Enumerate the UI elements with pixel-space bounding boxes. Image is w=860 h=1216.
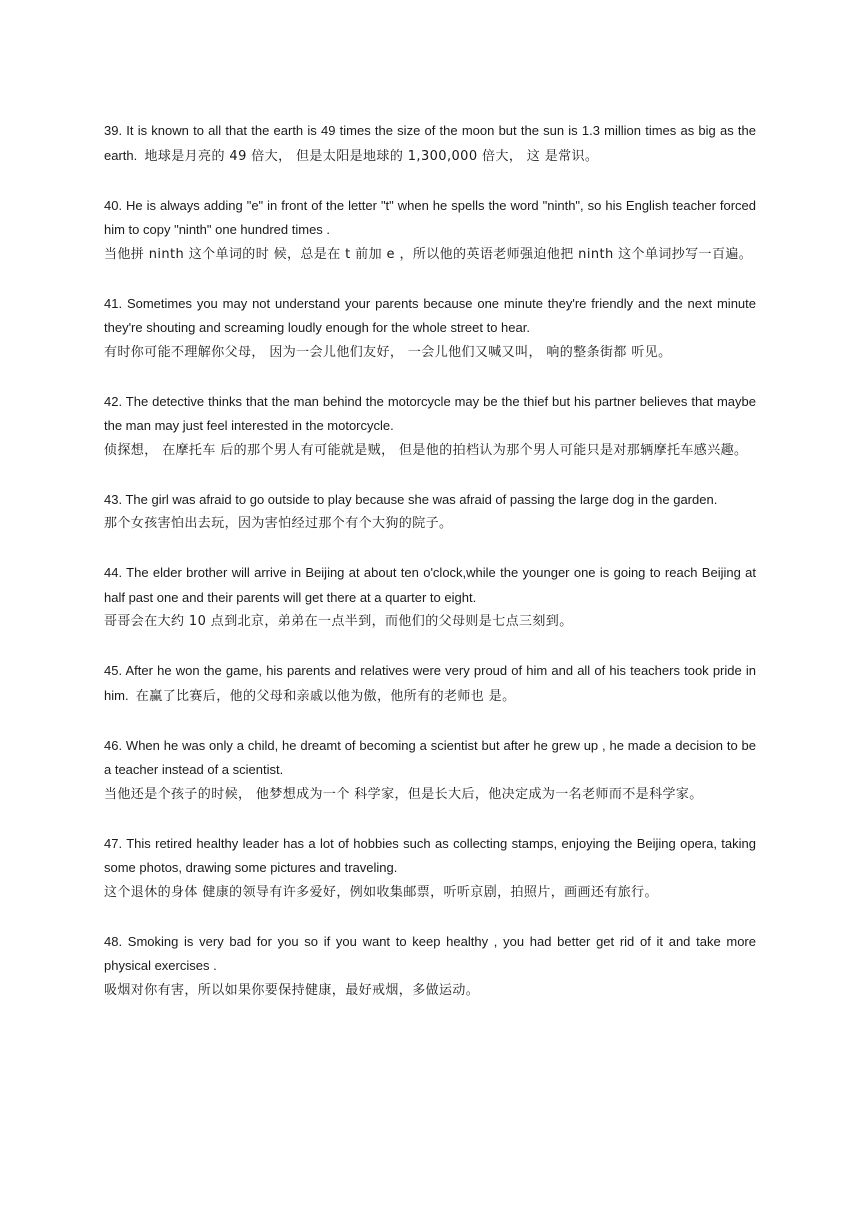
document-body	[104, 119, 756, 1028]
exercise-item-43	[104, 488, 756, 537]
exercise-item-40	[104, 194, 756, 268]
exercise-item-41	[104, 292, 756, 366]
english-text: 47. This retired healthy leader has a lot of hobbies such as collecting stamps, enjoying the Beijing opera, taking some photos, drawing some pictures and traveling.	[104, 835, 756, 875]
exercise-item-42	[104, 390, 756, 464]
exercise-item-48	[104, 930, 756, 1004]
chinese-translation: 那个女孩害怕出去玩，因为害怕经过那个有个大狗的院子。	[104, 516, 453, 531]
english-text: 40. He is always adding "e" in front of the letter "t" when he spells the word "ninth", so his English teacher forced him to copy "ninth" one hundred times .	[104, 197, 756, 237]
chinese-translation: 当他还是个孩子的时候， 他梦想成为一个 科学家，但是长大后，他决定成为一名老师而不是科学家。	[104, 786, 703, 802]
english-text: 43. The girl was afraid to go outside to play because she was afraid of passing the large dog in the garden.	[104, 491, 718, 507]
exercise-item-45	[104, 659, 756, 709]
chinese-translation: 哥哥会在大约 10 点到北京，弟弟在一点半到，而他们的父母则是七点三刻到。	[104, 614, 573, 629]
english-text: 46. When he was only a child, he dreamt of becoming a scientist but after he grew up , he made a decision to be a teacher instead of a scientist.	[104, 737, 756, 777]
exercise-item-47	[104, 832, 756, 906]
chinese-translation: 地球是月亮的 49 倍大， 但是太阳是地球的 1,300,000 倍大， 这 是常识。	[144, 148, 599, 164]
english-text: 48. Smoking is very bad for you so if you want to keep healthy , you had better get rid of it and take more physical exercises .	[104, 933, 756, 973]
english-text: 41. Sometimes you may not understand your parents because one minute they're friendly and the next minute they're shouting and screaming loudly enough for the whole street to hear.	[104, 295, 756, 335]
chinese-translation: 当他拼 ninth 这个单词的时 候，总是在 t 前加 e ，所以他的英语老师强迫他把 ninth 这个单词抄写一百遍。	[104, 246, 753, 262]
chinese-translation: 侦探想， 在摩托车 后的那个男人有可能就是贼， 但是他的拍档认为那个男人可能只是对那辆摩托车感兴趣。	[104, 442, 748, 458]
exercise-sentence	[104, 659, 756, 709]
chinese-translation: 吸烟对你有害，所以如果你要保持健康，最好戒烟，多做运动。	[104, 982, 480, 998]
chinese-translation: 在赢了比赛后，他的父母和亲戚以他为傲，他所有的老师也 是。	[135, 688, 516, 704]
english-text: 45. After he won the game, his parents and relatives were very proud of him and all of his teachers took pride in him.	[104, 663, 756, 703]
english-text: 39. It is known to all that the earth is 49 times the size of the moon but the sun is 1.3 million times as big as the earth.	[104, 123, 756, 163]
exercise-sentence	[104, 119, 756, 169]
chinese-translation: 这个退休的身体 健康的领导有许多爱好，例如收集邮票，听听京剧，拍照片，画画还有旅行。	[104, 884, 658, 900]
exercise-item-39	[104, 119, 756, 169]
chinese-translation: 有时你可能不理解你父母， 因为一会儿他们友好， 一会儿他们又喊又叫， 响的整条街都 听见。	[104, 344, 672, 360]
exercise-item-46	[104, 734, 756, 808]
english-text: 42. The detective thinks that the man behind the motorcycle may be the thief but his partner believes that maybe the man may just feel interested in the motorcycle.	[104, 393, 756, 433]
exercise-item-44	[104, 561, 756, 635]
english-text: 44. The elder brother will arrive in Beijing at about ten o'clock,while the younger one is going to reach Beijing at half past one and their parents will get there at a quarter to eight.	[104, 565, 756, 605]
